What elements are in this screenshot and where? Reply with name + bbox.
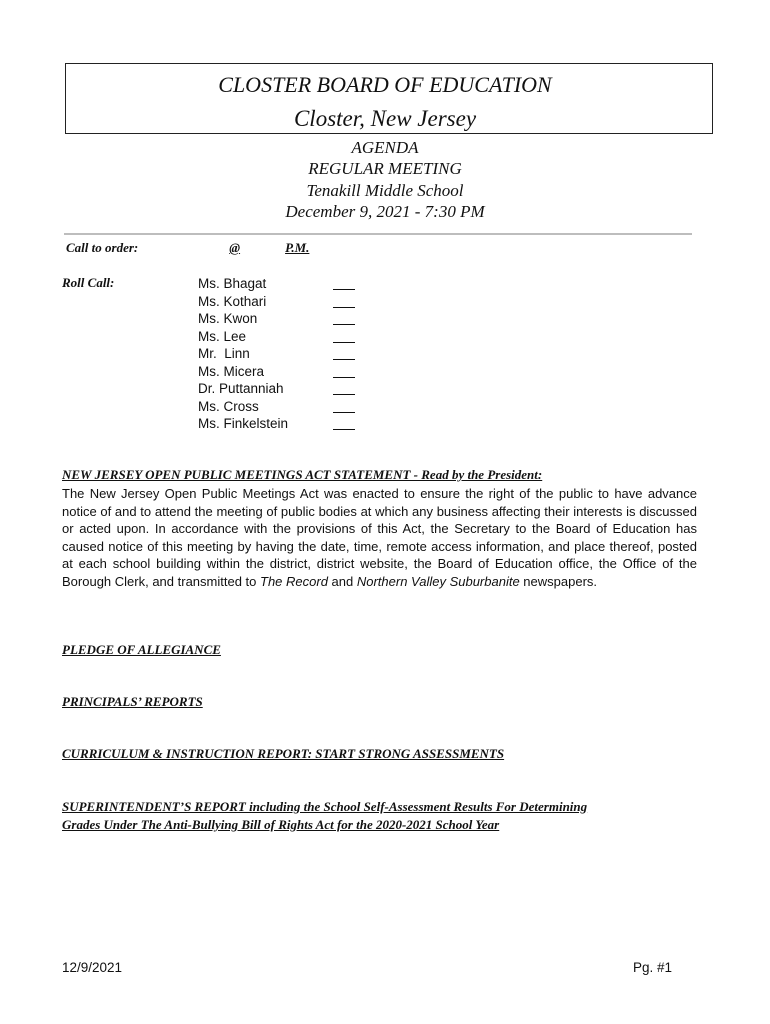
opma-paper-suburbanite: Northern Valley Suburbanite bbox=[356, 573, 520, 589]
roll-call-item bbox=[198, 345, 368, 363]
attendance-blank bbox=[333, 412, 355, 413]
member-name: Ms. Cross bbox=[198, 398, 259, 414]
opma-heading: NEW JERSEY OPEN PUBLIC MEETINGS ACT STATEMENT - Read by the President: bbox=[62, 467, 543, 482]
opma-paper-record: The Record bbox=[260, 573, 328, 589]
superintendent-heading-line2: Grades Under The Anti-Bullying Bill of Rights Act for the 2020-2021 School Year bbox=[62, 817, 500, 832]
attendance-blank bbox=[333, 359, 355, 360]
footer-date: 12/9/2021 bbox=[62, 960, 123, 975]
board-title: CLOSTER BOARD OF EDUCATION bbox=[218, 72, 552, 97]
pledge-heading: PLEDGE OF ALLEGIANCE bbox=[62, 642, 221, 657]
roll-call-item bbox=[198, 293, 368, 311]
call-to-order-at: @ bbox=[229, 240, 241, 255]
opma-statement bbox=[62, 485, 697, 590]
call-to-order bbox=[66, 240, 309, 256]
member-name: Ms. Kothari bbox=[198, 293, 267, 309]
call-to-order-pm: P.M. bbox=[285, 240, 310, 255]
member-name: Dr. Puttanniah bbox=[198, 381, 284, 396]
footer-page-number: Pg. #1 bbox=[633, 960, 673, 975]
meeting-venue: Tenakill Middle School bbox=[306, 181, 464, 200]
meeting-datetime: December 9, 2021 - 7:30 PM bbox=[285, 202, 485, 221]
roll-call-label: Roll Call: bbox=[62, 275, 115, 290]
superintendent-heading-line1: SUPERINTENDENT’S REPORT including the School Self-Assessment Results For Determining bbox=[62, 799, 588, 814]
attendance-blank bbox=[333, 429, 355, 430]
opma-body-end: newspapers. bbox=[519, 573, 598, 589]
roll-call-item bbox=[198, 398, 368, 416]
member-name: Ms. Bhagat bbox=[198, 276, 267, 291]
member-name: Mr. Linn bbox=[198, 346, 250, 361]
roll-call-item bbox=[198, 363, 368, 381]
roll-call-item bbox=[198, 380, 368, 398]
curriculum-heading: CURRICULUM & INSTRUCTION REPORT: START STRONG ASSESSMENTS bbox=[62, 746, 505, 761]
principals-heading: PRINCIPALS’ REPORTS bbox=[62, 694, 203, 709]
board-location: Closter, New Jersey bbox=[293, 106, 477, 131]
member-name: Ms. Finkelstein bbox=[198, 416, 289, 431]
attendance-blank bbox=[333, 377, 355, 378]
call-to-order-label: Call to order: bbox=[66, 240, 139, 255]
header-rule bbox=[64, 233, 692, 235]
roll-call-item bbox=[198, 328, 368, 346]
title-box-divider bbox=[65, 133, 713, 134]
attendance-blank bbox=[333, 394, 355, 395]
roll-call-item bbox=[198, 310, 368, 328]
roll-call-item bbox=[198, 275, 368, 293]
meeting-type: REGULAR MEETING bbox=[308, 159, 462, 178]
agenda-label: AGENDA bbox=[351, 138, 419, 157]
roll-call-item bbox=[198, 415, 368, 433]
member-name: Ms. Lee bbox=[198, 328, 247, 344]
attendance-blank bbox=[333, 342, 355, 343]
member-name: Ms. Kwon bbox=[198, 311, 258, 326]
attendance-blank bbox=[333, 307, 355, 308]
member-name: Ms. Micera bbox=[198, 363, 265, 379]
attendance-blank bbox=[333, 289, 355, 290]
opma-body-start: The New Jersey Open Public Meetings Act was enacted to ensure the right of the public to have advance notice of and to attend the meeting of public bodies at which any business affecting their interests is discussed or acted upon. In accordance with the provisions of this Act, the Secretary to the Board of Education has caused notice of this meeting by having the date, time, remote access information, and place thereof, posted at each school building within the district, district website, the Board of Education office, the Office of the Borough Clerk, and transmitted to bbox=[62, 486, 697, 589]
opma-and: and bbox=[327, 573, 357, 589]
attendance-blank bbox=[333, 324, 355, 325]
roll-call-list bbox=[198, 275, 368, 433]
